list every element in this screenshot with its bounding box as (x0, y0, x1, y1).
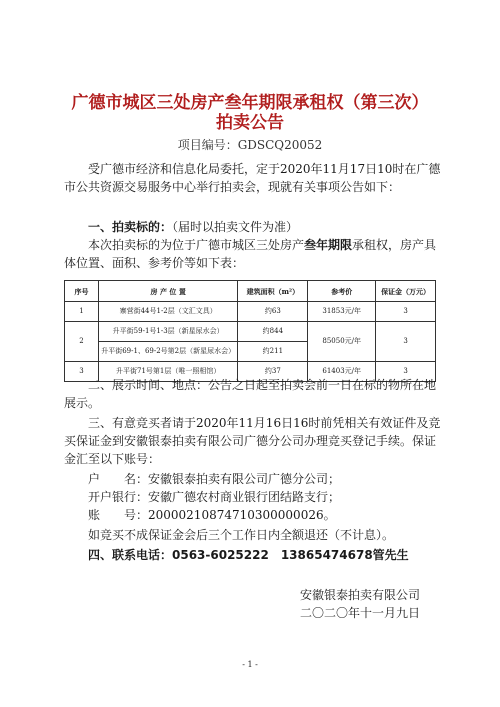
cell-no: 2 (65, 322, 99, 362)
table-row (65, 302, 436, 322)
cell-price: 31853元/年 (308, 302, 376, 322)
signature-company: 安徽银泰拍卖有限公司 (300, 588, 421, 602)
cell-location: 升平街69-1、69-2号第2层（新星尿水会） (98, 342, 238, 362)
cell-price: 85050元/年 (308, 322, 376, 362)
document-title-line2: 拍卖公告 (216, 113, 284, 133)
section2-paragraph: 二、展示时间、地点：公告之日起至拍卖会前一日在标的物所在地展示。 (64, 378, 437, 410)
cell-location: 升平街71号第1层（唯一照相馆） (98, 362, 238, 382)
col-header-no: 序号 (65, 281, 99, 302)
cell-no: 1 (65, 302, 99, 322)
col-header-area: 建筑面积（m²） (238, 281, 308, 302)
section1-text-after: 承租权，房产具体位置、面积、参考价等如下表： (64, 238, 437, 270)
section1-note: （届时以拍卖文件为准） (172, 220, 299, 234)
auction-lots-table (64, 280, 436, 382)
document-title-line1: 广德市城区三处房产叁年期限承租权（第三次） (71, 93, 429, 113)
cell-area: 约844 (238, 322, 308, 342)
section1-text-emphasis: 叁年期限 (304, 238, 353, 252)
section4-contact: 四、联系电话：0563-6025222 13865474678管先生 (88, 548, 409, 562)
cell-price: 61403元/年 (308, 362, 376, 382)
cell-location: 寨营街44号1-2层（文汇文具） (98, 302, 238, 322)
signature-date: 二〇二〇年十一月九日 (300, 606, 421, 620)
account-number: 账 号：20000210874710300000026。 (88, 508, 336, 522)
project-number: 项目编号：GDSCQ20052 (177, 138, 323, 152)
refund-note: 如竞买不成保证金会后三个工作日内全额退还（不计息）。 (88, 528, 395, 542)
table-row (65, 322, 436, 342)
section3-paragraph: 三、有意竞买者请于2020年11月16日16时前凭相关有效证件及竞买保证金到安徽银泰拍卖有限公司广德分公司办理竞买登记手续。保证金汇至以下账号： (64, 416, 441, 466)
section1-paragraph (64, 236, 442, 272)
table-header-row (65, 281, 436, 302)
section1-heading-line (64, 218, 442, 236)
cell-deposit: 3 (376, 362, 436, 382)
cell-location: 升平街59-1号1-3层（新星尿水会） (98, 322, 238, 342)
account-name: 户 名：安徽银泰拍卖有限公司广德分公司； (88, 472, 341, 486)
section1-heading: 一、拍卖标的： (88, 220, 173, 234)
account-bank: 开户银行：安徽广德农村商业银行团结路支行； (88, 490, 341, 504)
page-number: - 1 - (242, 660, 258, 669)
cell-area: 约63 (238, 302, 308, 322)
col-header-price: 参考价 (308, 281, 376, 302)
cell-no: 3 (65, 362, 99, 382)
section1-text-before: 本次拍卖标的为位于广德市城区三处房产 (88, 238, 305, 252)
intro-paragraph: 受广德市经济和信息化局委托，定于2020年11月17日10时在广德市公共资源交易服务中心举行拍卖会，现就有关事项公告如下： (64, 162, 441, 194)
cell-area: 约37 (238, 362, 308, 382)
cell-area: 约211 (238, 342, 308, 362)
col-header-deposit: 保证金（万元） (376, 281, 436, 302)
col-header-location: 房 产 位 置 (98, 281, 238, 302)
cell-deposit: 3 (376, 302, 436, 322)
cell-deposit: 3 (376, 322, 436, 362)
